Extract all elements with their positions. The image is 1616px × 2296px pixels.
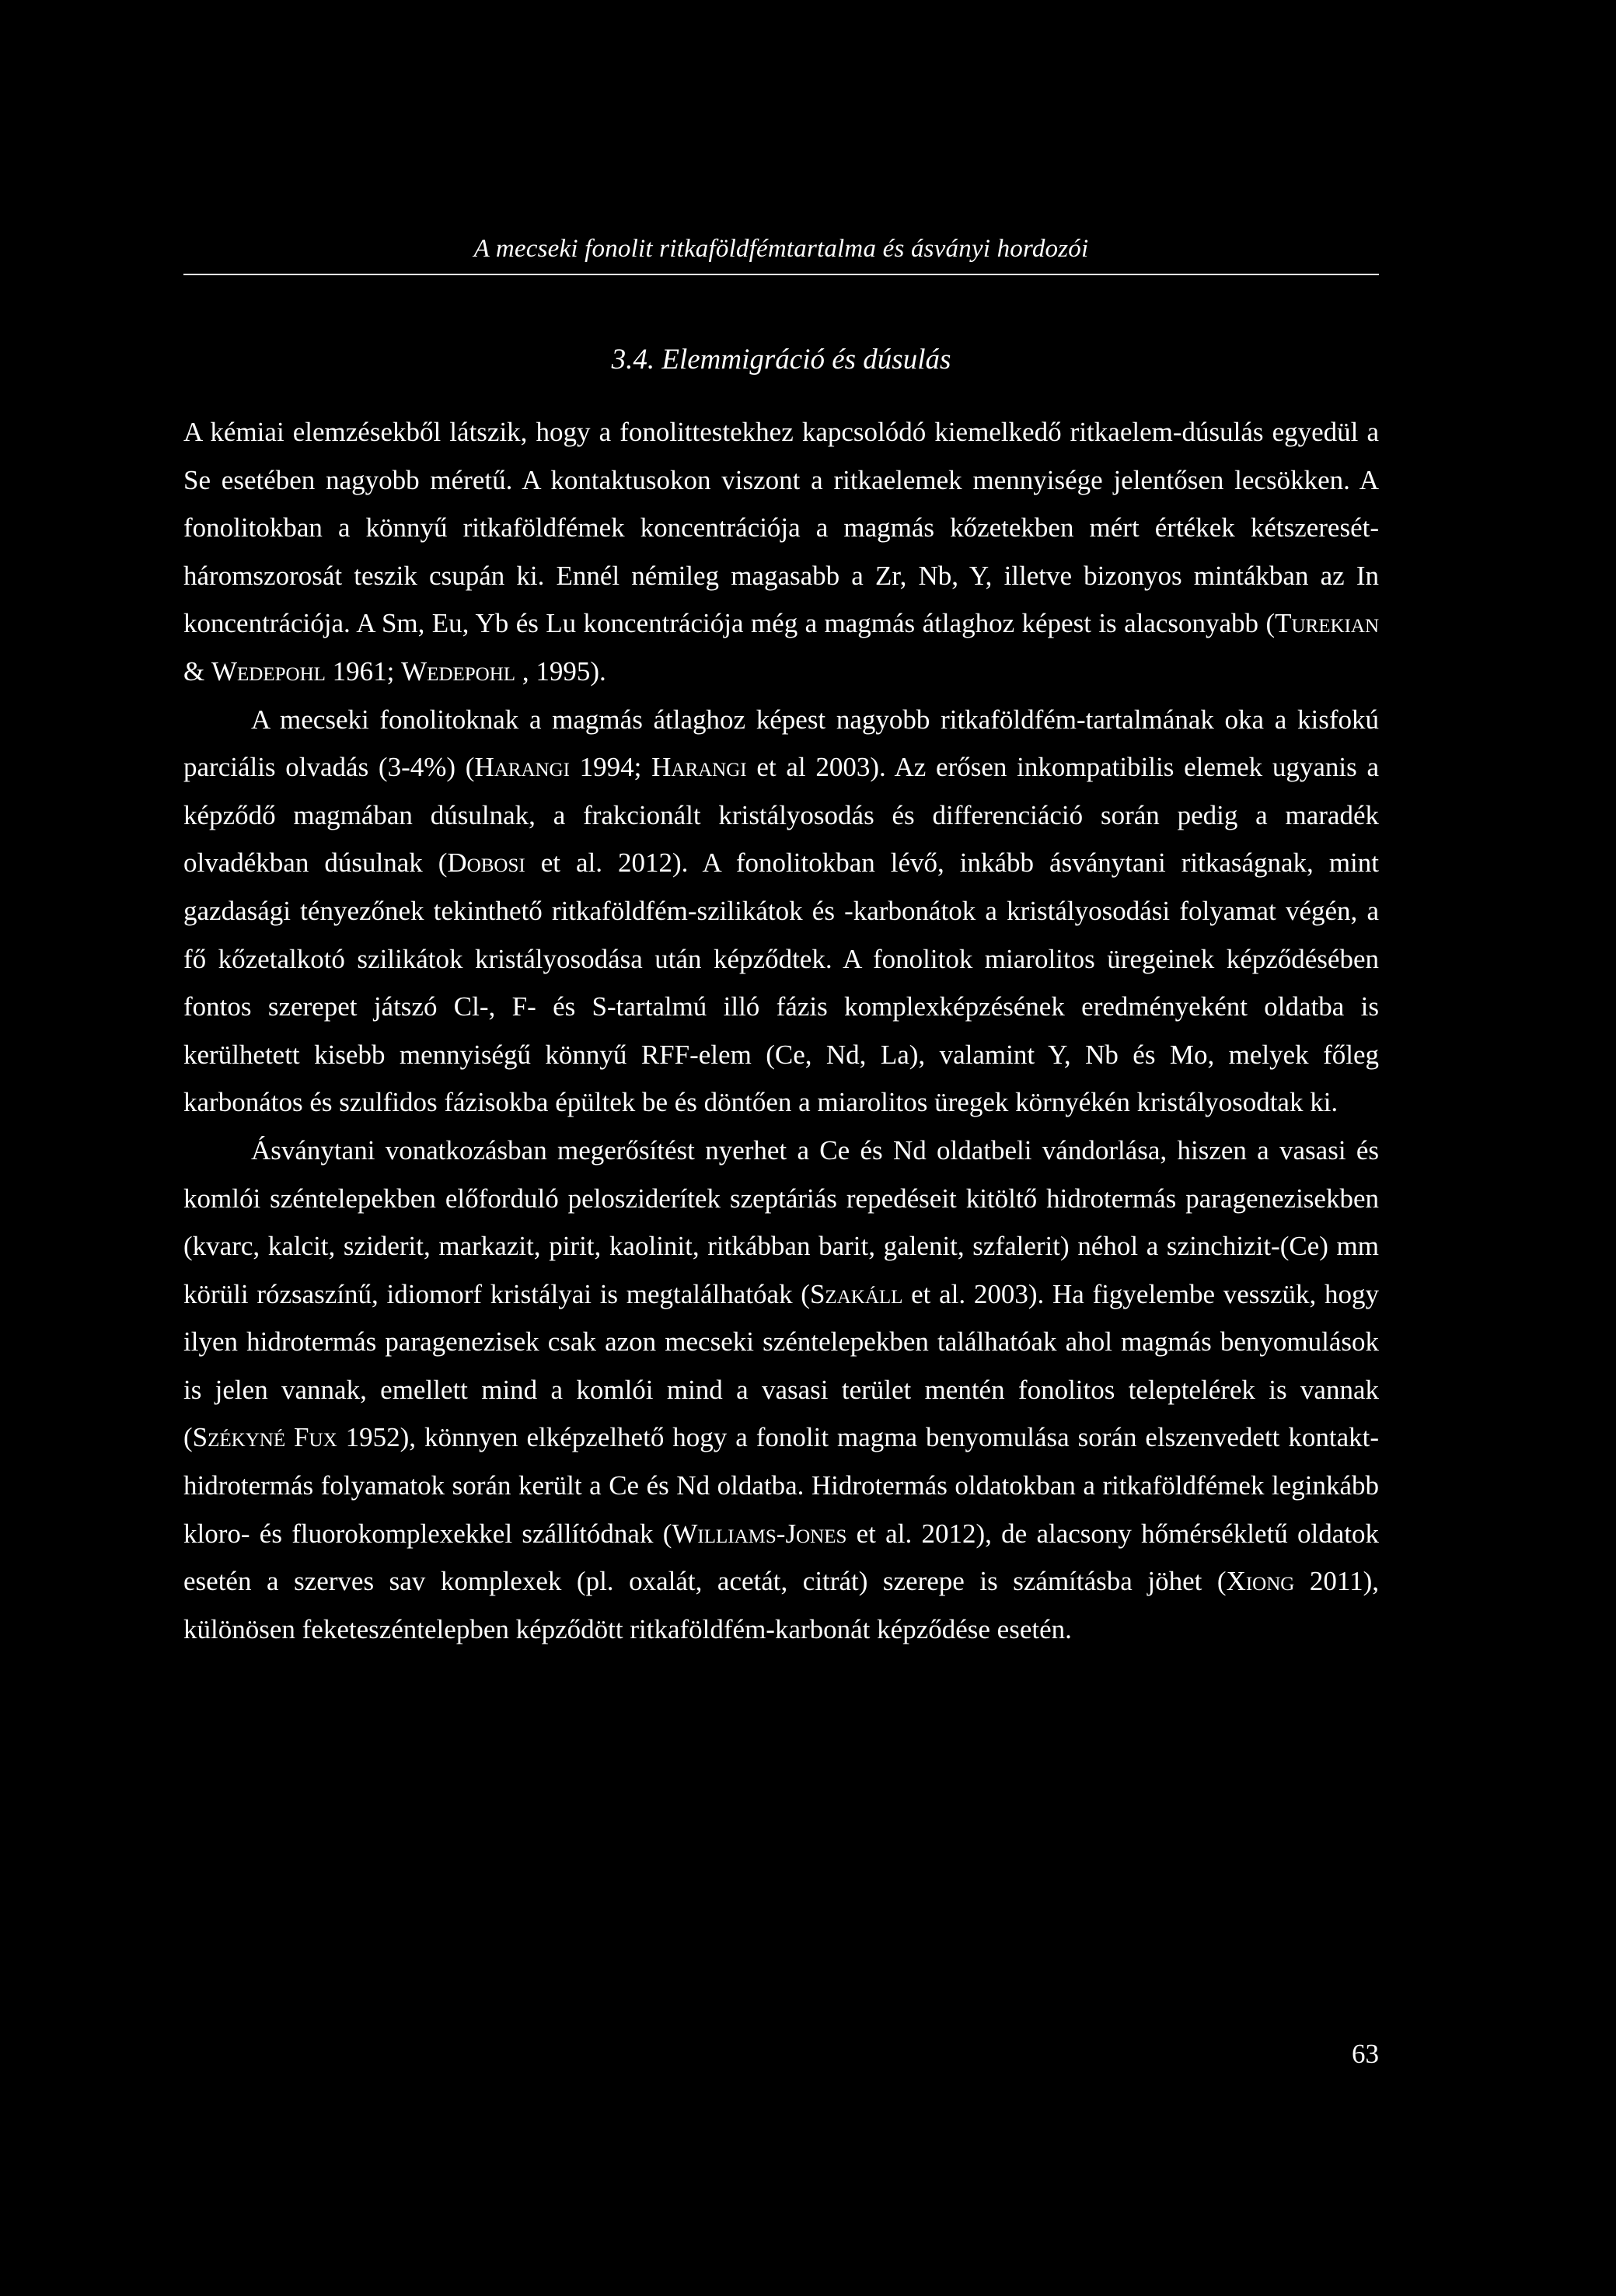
header-rule (183, 274, 1379, 275)
paragraph-3-text: Ásványtani vonatkozásban megerősítést nyerhet a Ce és Nd oldatbeli vándorlása, hiszen a vasasi és komlói széntelepekben előforduló pelosziderítek szeptáriás repedéseit kitöltő hidrotermás paragenezisekben (kvarc, kalcit, sziderit, markazit, pirit, kaolinit, ritkábban barit, galenit, szfalerit) néhol a szinchizit-(Ce) mm körüli rózsaszínű, idiomorf kristályai is megtalálhatóak ( (183, 1134, 1379, 1309)
running-head: A mecseki fonolit ritkaföldfémtartalma és ásványi hordozói (473, 235, 1089, 263)
citation-author: Wedepohl (401, 655, 516, 687)
paragraph-2-text: 1994; (569, 752, 652, 783)
citation-author: Székyné Fux (192, 1422, 337, 1453)
paragraph-1-text: , 1995). (515, 655, 606, 687)
page-number: 63 (1352, 2039, 1379, 2069)
paragraph-2 (183, 696, 1379, 1127)
citation-author: Wedepohl (211, 655, 326, 687)
paragraph-3-text: 2011), különösen feketeszéntelepben képződött ritkaföldfém-karbonát képződése esetén. (183, 1566, 1379, 1644)
paragraph-2-text: A mecseki fonolitoknak a magmás átlaghoz képest nagyobb ritkaföldfém-tartalmának oka a kisfokú parciális olvadás (3-4%) ( (183, 704, 1379, 783)
paragraph-3-text: et al. 2012), de alacsony hőmérsékletű oldatok esetén a szerves sav komplexek (pl. oxalát, acetát, citrát) szerepe is számításba jöhet ( (183, 1518, 1379, 1597)
paragraph-3 (183, 1127, 1379, 1654)
citation-author: Dobosi (447, 847, 525, 879)
paragraph-2-text: et al 2003). Az erősen inkompatibilis elemek ugyanis a képződő magmában dúsulnak, a frakcionált kristályosodás és differenciáció során pedig a maradék olvadékban dúsulnak ( (183, 752, 1380, 879)
paragraph-1-text: 1961; (325, 655, 402, 687)
citation-author: Szakáll (809, 1278, 903, 1309)
paragraph-1-text: A kémiai elemzésekből látszik, hogy a fonolittestekhez kapcsolódó kiemelkedő ritkaelem-dúsulás egyedül a Se esetében nagyobb méretű. A kontaktusokon viszont a ritkaelemek mennyisége jelentősen lecsökken. A fonolitokban a könnyű ritkaföldfémek koncentrációja a magmás kőzetekben mért értékek kétszeresét-háromszorosát teszik csupán ki. Ennél némileg magasabb a Zr, Nb, Y, illetve bizonyos mintákban az In koncentrációja. A Sm, Eu, Yb és Lu koncentrációja még a magmás átlaghoz képest is alacsonyabb ( (183, 417, 1379, 639)
citation-author: Harangi (651, 752, 747, 783)
body-text (183, 408, 1379, 1653)
citation-author: Xiong (1226, 1566, 1295, 1597)
section-title: 3.4. Elemmigráció és dúsulás (611, 344, 951, 376)
citation-author: Harangi (474, 752, 570, 783)
paragraph-1 (183, 408, 1379, 696)
paragraph-2-text: et al. 2012). A fonolitokban lévő, inkább ásványtani ritkaságnak, mint gazdasági tényezőnek tekinthető ritkaföldfém-szilikátok és -karbonátok a kristályosodási folyamat végén, a fő kőzetalkotó szilikátok kristályosodása után képződtek. A fonolitok miarolitos üregeinek képződésében fontos szerepet játszó Cl-, F- és S-tartalmú illó fázis komplexképzésének eredményeként oldatba is kerülhetett kisebb mennyiségű könnyű RFF-elem (Ce, Nd, La), valamint Y, Nb és Mo, melyek főleg karbonátos és szulfidos fázisokba épültek be és döntően a miarolitos üregek környékén kristályosodtak ki. (183, 847, 1379, 1118)
citation-author: Williams-Jones (672, 1518, 847, 1549)
paragraph-1-text: & (183, 655, 211, 687)
citation-author: Turekian (1275, 608, 1379, 639)
paragraph-3-text: et al. 2003). Ha figyelembe vesszük, hogy ilyen hidrotermás paragenezisek csak azon mecseki széntelepekben találhatóak ahol magmás benyomulások is jelen vannak, emellett mind a komlói mind a vasasi terület mentén fonolitos teleptelérek is vannak ( (183, 1278, 1379, 1453)
paragraph-3-text: 1952), könnyen elképzelhető hogy a fonolit magma benyomulása során elszenvedett kontakt-hidrotermás folyamatok során került a Ce és Nd oldatba. Hidrotermás oldatokban a ritkaföldfémek leginkább kloro- és fluorokomplexekkel szállítódnak ( (183, 1422, 1379, 1549)
